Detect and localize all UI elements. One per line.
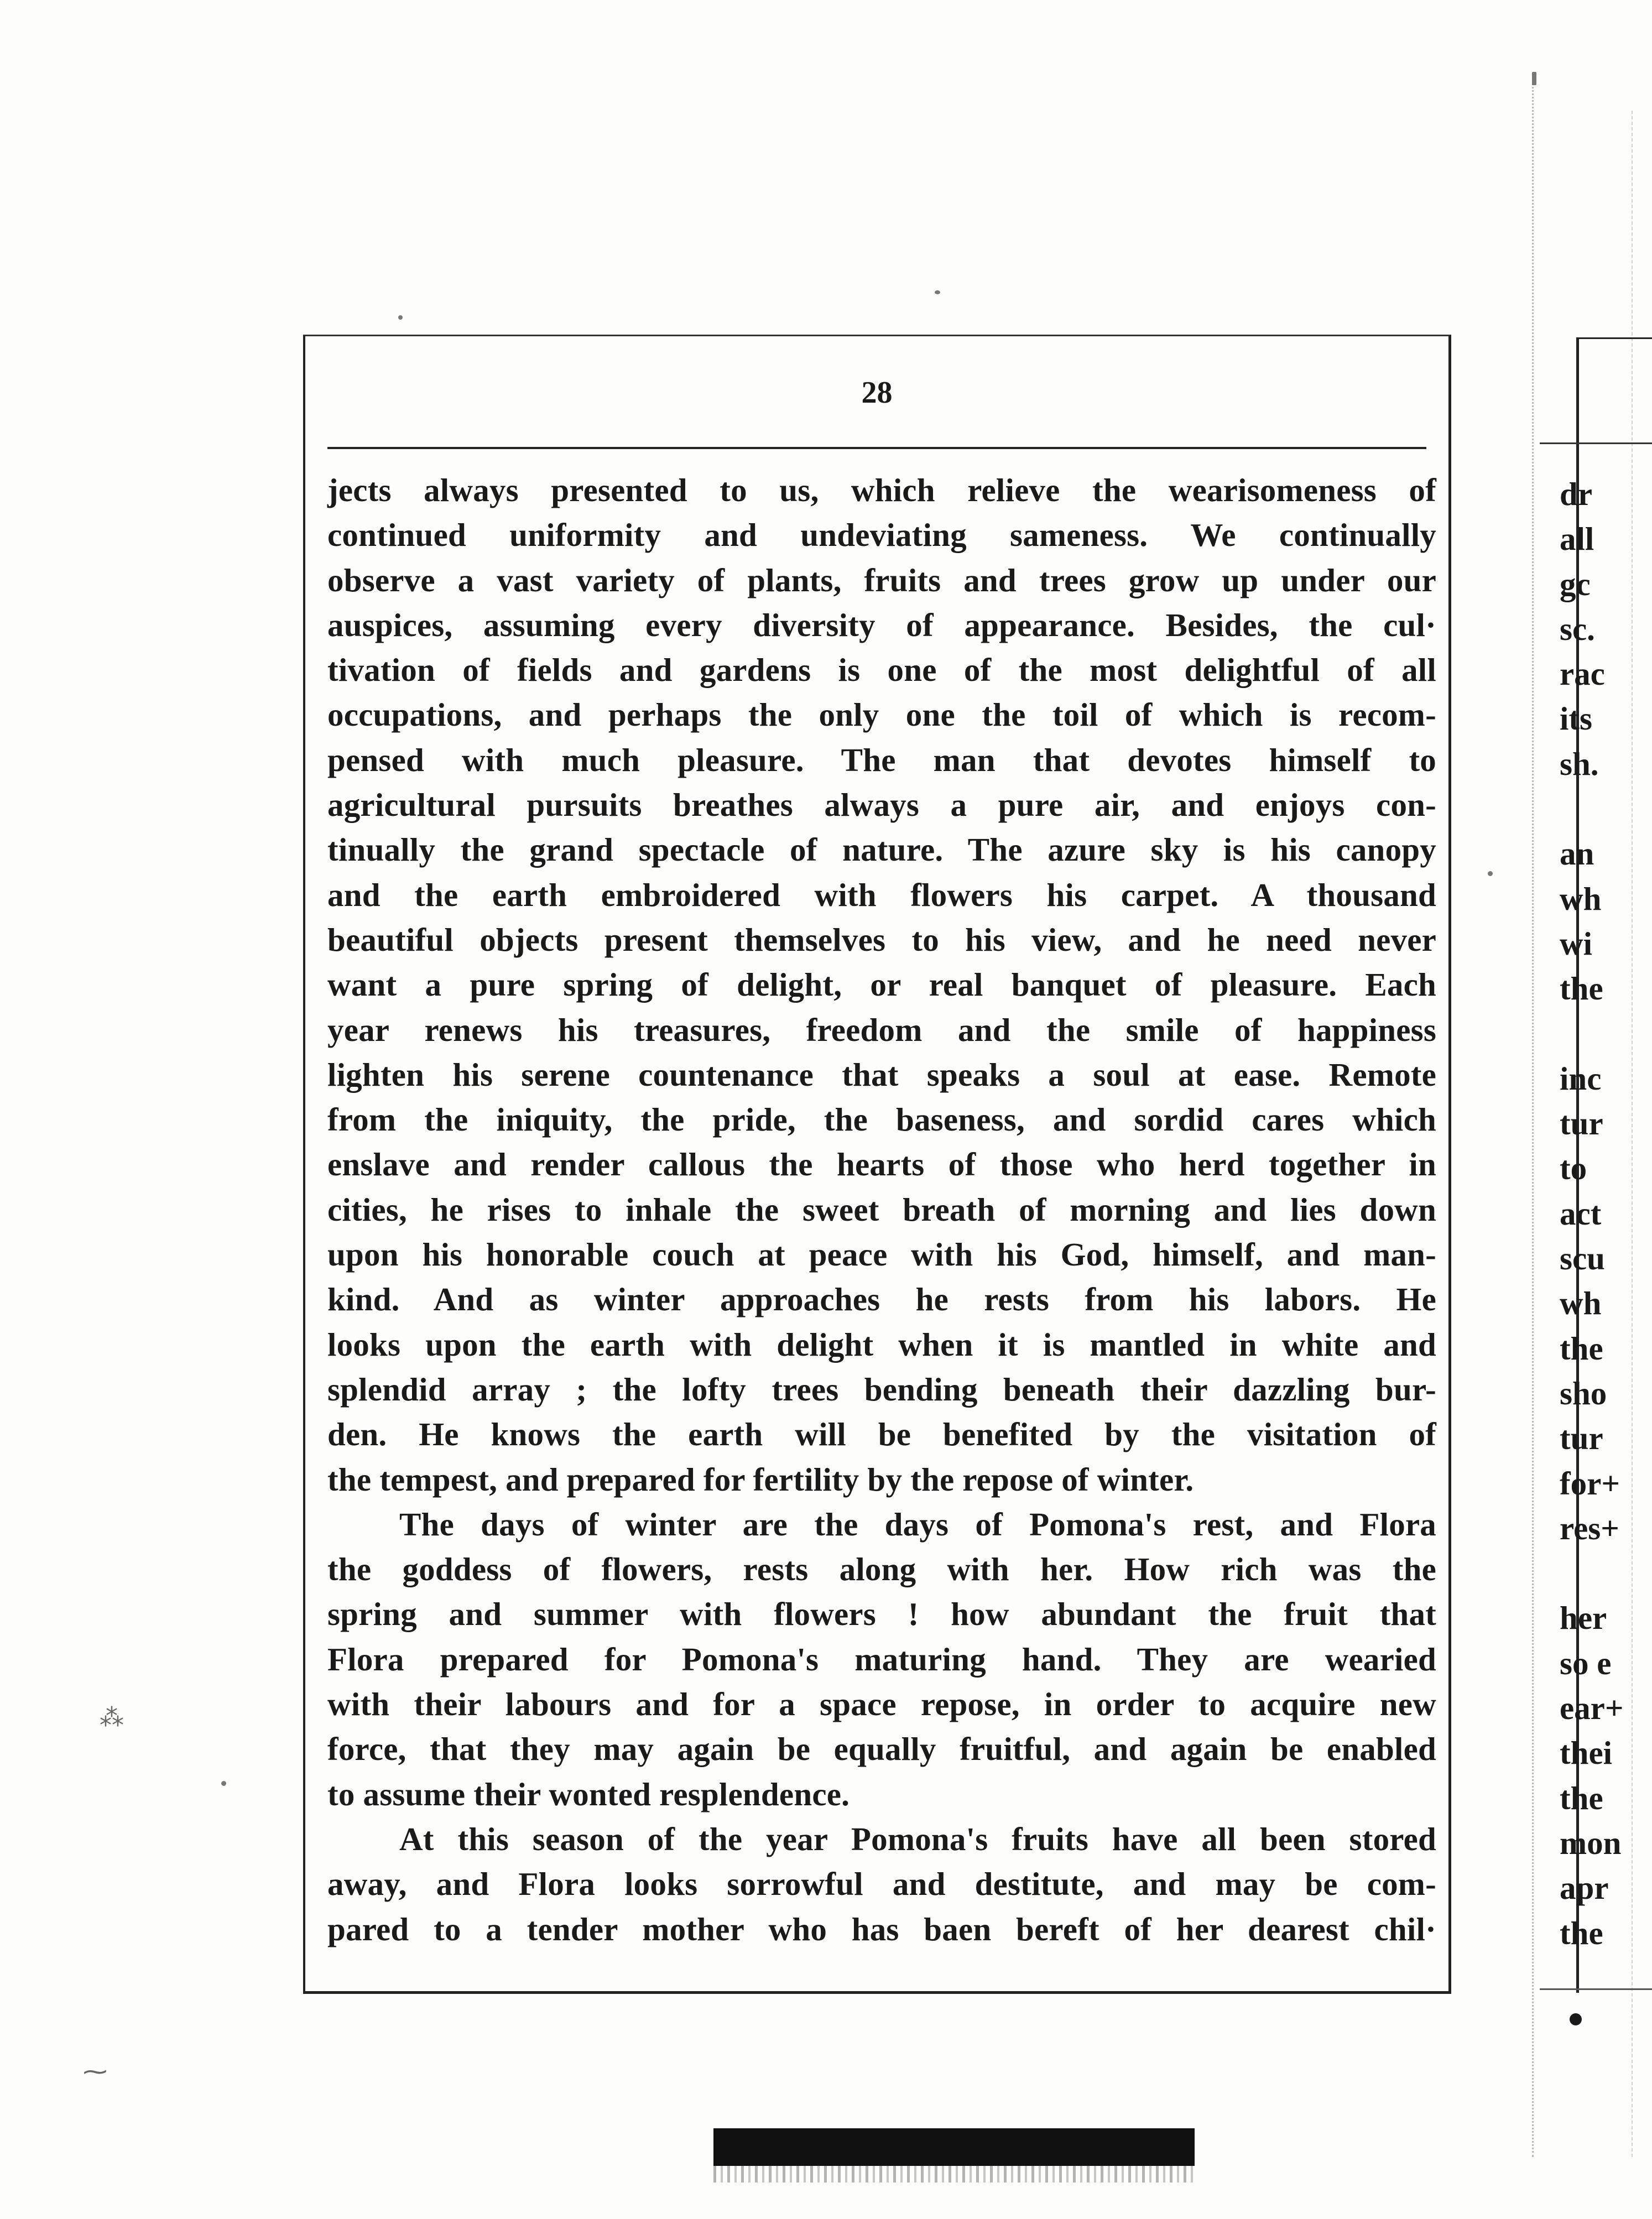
adjacent-fragment: sh. xyxy=(1560,745,1599,782)
adjacent-fragment: sho xyxy=(1560,1374,1607,1411)
printer-bar-noise xyxy=(713,2166,1195,2182)
adjacent-fragment: tur xyxy=(1560,1105,1603,1142)
text-line: tivation of fields and gardens is one of the most delightful of all xyxy=(327,652,1436,689)
text-line: away, and Flora looks sorrowful and destitute, and may be com- xyxy=(327,1866,1436,1903)
text-line: splendid array ; the lofty trees bending beneath their dazzling bur- xyxy=(327,1371,1436,1408)
adjacent-page-bullet xyxy=(1570,2013,1582,2025)
text-line: Flora prepared for Pomona's maturing hand. They are wearied xyxy=(327,1640,1436,1678)
scan-speck xyxy=(398,315,403,320)
text-line: lighten his serene countenance that speaks a soul at ease. Remote xyxy=(327,1056,1436,1093)
page-number: 28 xyxy=(861,376,893,410)
text-line: kind. And as winter approaches he rests from his labors. He xyxy=(327,1281,1436,1318)
adjacent-fragment: ear+ xyxy=(1560,1690,1624,1727)
text-line: to assume their wonted resplendence. xyxy=(327,1775,850,1812)
adjacent-fragment xyxy=(1560,786,1624,831)
adjacent-fragment: act xyxy=(1560,1195,1602,1232)
body-text xyxy=(327,468,1436,1952)
text-line: spring and summer with flowers ! how abundant the fruit that xyxy=(327,1596,1436,1633)
adjacent-fragment: its xyxy=(1560,700,1592,737)
adjacent-fragment: wh xyxy=(1560,1285,1602,1322)
adjacent-fragment: res+ xyxy=(1560,1509,1619,1546)
text-line: tinually the grand spectacle of nature. The azure sky is his canopy xyxy=(327,831,1436,868)
adjacent-page-text xyxy=(1560,472,1624,1956)
text-line: upon his honorable couch at peace with his God, himself, and man- xyxy=(327,1236,1436,1273)
adjacent-fragment: the xyxy=(1560,1914,1603,1951)
text-line: enslave and render callous the hearts of those who herd together in xyxy=(327,1146,1436,1183)
text-line: force, that they may again be equally fruitful, and again be enabled xyxy=(327,1731,1436,1768)
text-line: and the earth embroidered with flowers his carpet. A thousand xyxy=(327,876,1436,913)
adjacent-fragment: the xyxy=(1560,1330,1603,1367)
printer-bar-mark xyxy=(713,2128,1195,2166)
scan-speck xyxy=(1488,871,1493,876)
adjacent-page-bottom-rule xyxy=(1540,1988,1652,1990)
adjacent-page-header-rule xyxy=(1540,442,1652,444)
header-rule xyxy=(327,447,1426,449)
text-line: beautiful objects present themselves to his view, and he need never xyxy=(327,921,1436,958)
adjacent-fragment: all xyxy=(1560,520,1594,558)
gutter-dotted-line xyxy=(1532,83,1534,2157)
scan-smudge-mark: ⁓ xyxy=(83,2057,107,2086)
text-line: occupations, and perhaps the only one the toil of which is recom- xyxy=(327,696,1436,733)
page-border-frame xyxy=(303,335,1451,1994)
adjacent-fragment: rac xyxy=(1560,655,1605,692)
text-line: cities, he rises to inhale the sweet breath of morning and lies down xyxy=(327,1191,1436,1228)
adjacent-fragment: an xyxy=(1560,835,1594,872)
adjacent-fragment: tur xyxy=(1560,1420,1603,1457)
adjacent-fragment: apr xyxy=(1560,1869,1609,1907)
adjacent-fragment: gc xyxy=(1560,565,1591,602)
text-line: year renews his treasures, freedom and the smile of happiness xyxy=(327,1011,1436,1048)
adjacent-fragment: the xyxy=(1560,1779,1603,1816)
scan-speck xyxy=(935,290,940,294)
adjacent-fragment: wi xyxy=(1560,925,1592,962)
text-line: observe a vast variety of plants, fruits and trees grow up under our xyxy=(327,561,1436,598)
text-line: jects always presented to us, which relieve the wearisomeness of xyxy=(327,472,1436,508)
adjacent-fragment: so e xyxy=(1560,1644,1612,1681)
adjacent-fragment: thei xyxy=(1560,1734,1613,1772)
scan-speck xyxy=(221,1781,226,1786)
scan-smudge-mark: ⁂ xyxy=(100,1704,124,1732)
adjacent-fragment: mon xyxy=(1560,1824,1622,1861)
adjacent-fragment: for+ xyxy=(1560,1465,1620,1502)
text-line: At this season of the year Pomona's fruits have all been stored xyxy=(399,1820,1436,1857)
adjacent-fragment: the xyxy=(1560,970,1603,1007)
adjacent-fragment: sc. xyxy=(1560,610,1595,647)
adjacent-fragment: inc xyxy=(1560,1060,1602,1097)
adjacent-fragment: to xyxy=(1560,1150,1587,1187)
adjacent-fragment: wh xyxy=(1560,880,1602,917)
text-line: the tempest, and prepared for fertility by the repose of winter. xyxy=(327,1461,1194,1498)
adjacent-fragment: her xyxy=(1560,1600,1607,1637)
text-line: with their labours and for a space repose, in order to acquire new xyxy=(327,1686,1436,1723)
text-line: pared to a tender mother who has baen bereft of her dearest chil· xyxy=(327,1910,1436,1947)
text-line: looks upon the earth with delight when it is mantled in white and xyxy=(327,1326,1436,1363)
text-line: pensed with much pleasure. The man that devotes himself to xyxy=(327,741,1436,778)
text-line: den. He knows the earth will be benefited by the visitation of xyxy=(327,1416,1436,1453)
text-line: the goddess of flowers, rests along with her. How rich was the xyxy=(327,1551,1436,1588)
text-line: continued uniformity and undeviating sameness. We continually xyxy=(327,517,1436,554)
text-line: want a pure spring of delight, or real banquet of pleasure. Each xyxy=(327,966,1436,1003)
text-line: auspices, assuming every diversity of appearance. Besides, the cul· xyxy=(327,606,1436,643)
text-line: agricultural pursuits breathes always a pure air, and enjoys con- xyxy=(327,786,1436,824)
text-line: The days of winter are the days of Pomona's rest, and Flora xyxy=(399,1506,1436,1543)
adjacent-fragment: dr xyxy=(1560,476,1592,512)
adjacent-fragment: scu xyxy=(1560,1240,1605,1277)
scan-speck xyxy=(1532,72,1536,85)
adjacent-fragment xyxy=(1560,1551,1624,1596)
adjacent-fragment xyxy=(1560,1012,1624,1056)
text-line: from the iniquity, the pride, the baseness, and sordid cares which xyxy=(327,1101,1436,1138)
